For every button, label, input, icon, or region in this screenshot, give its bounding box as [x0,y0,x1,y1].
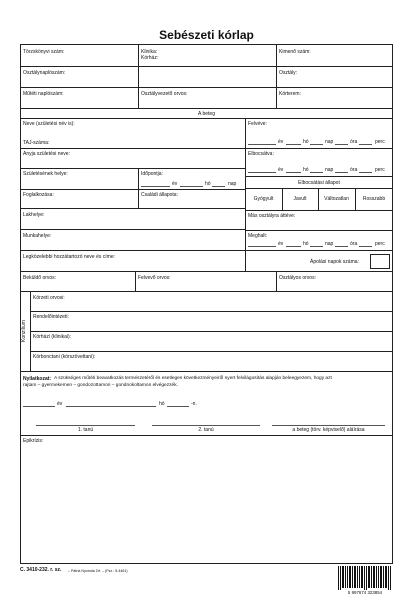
state-javult[interactable]: Javult [293,196,307,202]
bekuldo-label: Beküldő orvos: [23,275,57,281]
konzilium-side-label: Konzílium [21,320,27,342]
felvevo-label: Felvevő orvos: [138,275,171,281]
meghalt-perc: perc [375,241,385,247]
nev-label: Neve (születési név is): [23,121,75,127]
meghalt-label: Meghalt: [248,233,268,239]
kimeno-label: Kimenő szám: [279,49,311,55]
signature-tanu2: 2. tanú [198,427,214,433]
felveve-ho: hó [303,139,309,145]
taj-label: TAJ-száma: [23,140,50,146]
elbocsatva-ev: év [278,167,284,173]
elbocsatva-nap: nap [325,167,334,173]
konzilium-korzeti: Körzeti orvosi: [33,295,65,301]
felveve-nap: nap [325,139,334,145]
meghalt-ho: hó [303,241,309,247]
felveve-ora: óra [350,139,358,145]
page-title: Sebészeti kórlap [159,28,254,42]
osztalynaplo-label: Osztálynaplószám: [23,70,66,76]
szul-ho: hó [205,181,211,187]
konzilium-korhazi: Kórházi (klinikai): [33,334,72,340]
mas-osztaly-label: Más osztályra áttéve: [248,213,296,219]
signature-beteg: a beteg (törv. képviselő) aláírása [292,427,365,433]
szul-nap: nap [228,181,237,187]
felveve-ev: év [278,139,284,145]
nyilatkozat-text2: rajtam – gyermekemen – gondozottamon – gondnokoltamon elvégezzék. [23,383,178,388]
nyil-n: -n. [191,401,197,407]
hozzatartozo-label: Legközelebbi hozzátartozó neve és címe: [23,254,115,260]
klinika-label: Klinika: [141,49,158,55]
barcode [337,566,393,596]
section-beteg: A beteg [198,111,215,117]
mutetinaplo-label: Műtéti naplószám: [23,91,64,97]
footer-publisher: – Pátria Nyomda Zrt. – (Fsz.: 5-4461) [68,568,128,573]
osztaly-label: Osztály: [279,70,298,76]
elbocsatva-ora: óra [350,167,358,173]
osztalyvezeto-label: Osztályvezető orvos: [141,91,188,97]
szulhely-label: Születésének helye: [23,171,68,177]
konzilium-korbonctani: Kórbonctani (kórszövettani): [33,354,96,360]
meghalt-nap: nap [325,241,334,247]
munkahely-label: Munkahelye: [23,233,52,239]
osztalyos-label: Osztályos orvos: [279,275,316,281]
elbocsatva-perc: perc [375,167,385,173]
idopont-label: Időpontja: [141,171,163,177]
signature-tanu1: 1. tanú [77,427,94,433]
nyilatkozat-label: Nyilatkozat: [23,376,52,382]
form-frame [20,44,393,564]
nyilatkozat-text1: A szükséges műtéti beavatkozás természetéről és esetleges következményeiről nyert felvilágosítás alapján beleegyezem, hogy azt [54,376,332,381]
epikrizis-label: Epikrízis: [23,438,44,444]
state-gyogyult[interactable]: Gyógyult [253,196,274,202]
barcode-number: 5 997674 323854 [347,590,383,595]
lakhely-label: Lakhelye: [23,212,45,218]
korhaz-label: Kórház: [141,55,159,61]
szul-ev: év [172,181,178,187]
nyil-ho: hó [159,401,165,407]
konzilium-rendelo: Rendelőintézeti: [33,314,69,320]
foglalkozas-label: Foglalkozása: [23,192,54,198]
korterem-label: Kórterem: [279,91,301,97]
apolasi-napok-label: Ápolási napok száma: [310,259,359,265]
barcode-bars [337,566,393,590]
csaladi-label: Családi állapota: [141,192,178,198]
nyil-ev: év [57,401,63,407]
apolasi-napok-box[interactable] [370,254,390,269]
torzskonyvi-label: Törzskönyvi szám: [23,49,65,55]
elbocsatva-label: Elbocsátva: [248,151,274,157]
meghalt-ev: év [278,241,284,247]
elbocsatasi-allapot-label: Elbocsátási állapot [298,180,340,186]
meghalt-ora: óra [350,241,358,247]
elbocsatva-ho: hó [303,167,309,173]
felveve-perc: perc [375,139,385,145]
felveve-label: Felvéve: [248,121,267,127]
state-valtozatlan[interactable]: Változatlan [324,196,349,202]
footer-code: C. 3410-232. r. sz. [20,567,62,573]
anyja-label: Anyja születési neve: [23,151,70,157]
state-rosszabb[interactable]: Rosszabb [362,196,386,202]
